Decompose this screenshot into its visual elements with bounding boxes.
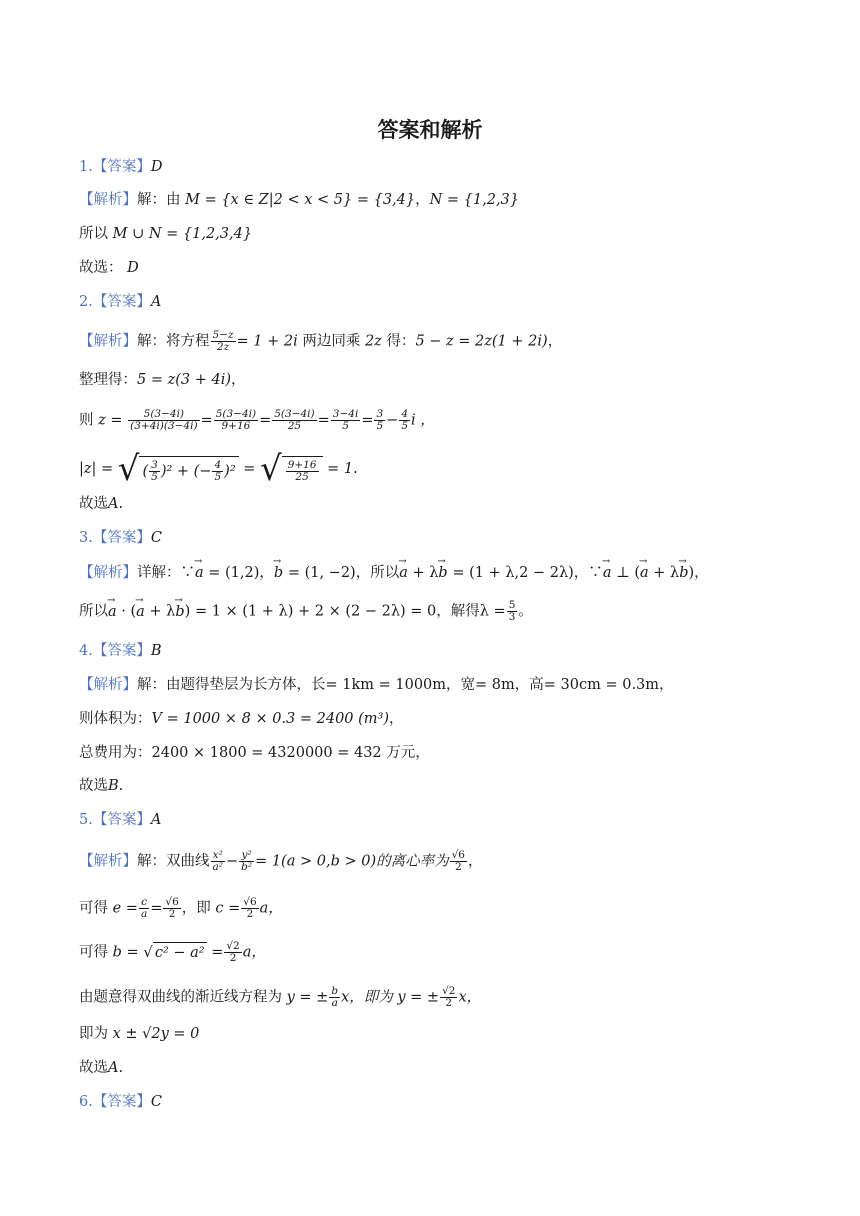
denominator: 2z xyxy=(211,341,236,353)
fraction xyxy=(224,941,241,964)
radicand xyxy=(282,456,323,483)
q4-analysis-line-4 xyxy=(79,776,123,796)
math: = (1 + λ,2 − 2λ)，∵ xyxy=(452,565,603,581)
fraction xyxy=(214,409,258,432)
math: ( xyxy=(142,463,149,479)
q4-analysis-line-1 xyxy=(79,675,674,695)
numerator: y² xyxy=(241,849,252,861)
math: z = xyxy=(98,412,123,429)
numerator: √6 xyxy=(243,896,257,908)
math: x ± √2y = 0 xyxy=(112,1026,200,1042)
math: + λ xyxy=(653,565,680,581)
math: − xyxy=(225,853,239,870)
q2-answer-line xyxy=(79,292,161,312)
q1-answer-line xyxy=(79,157,162,177)
denominator: 25 xyxy=(272,420,316,432)
math: + λ xyxy=(149,603,176,620)
math: x， xyxy=(458,989,482,1006)
math: M = {x ∈ Z|2 < x < 5} = {3,4} xyxy=(185,192,416,208)
text: ， xyxy=(231,372,246,388)
math: 5 − z = 2z(1 + 2i) xyxy=(415,333,548,350)
math: M ∪ N = {1,2,3,4} xyxy=(112,226,253,242)
answer-tag: 【答案】 xyxy=(92,159,151,175)
radicand xyxy=(139,456,238,483)
numerator: 5(3−4i) xyxy=(143,408,185,420)
radicand: c² − a² xyxy=(153,942,207,963)
q3-answer-line xyxy=(79,528,162,548)
math: |z| = xyxy=(79,461,114,477)
numerator: x² xyxy=(212,849,223,861)
vector-b: → b xyxy=(438,563,447,583)
q4-analysis-line-3 xyxy=(79,743,430,763)
denominator: a² xyxy=(212,861,223,873)
math: e = xyxy=(112,900,138,917)
math: y = ± xyxy=(286,989,329,1006)
denominator: a xyxy=(140,908,148,920)
q5-analysis-line-5 xyxy=(79,1024,199,1044)
math: = xyxy=(211,944,224,961)
analysis-tag: 【解析】 xyxy=(79,853,137,870)
q1-analysis-line-2 xyxy=(79,224,252,244)
analysis-tag: 【解析】 xyxy=(79,333,137,350)
fraction xyxy=(450,850,467,873)
text: 故选： xyxy=(79,260,123,276)
answer-tag: 【答案】 xyxy=(92,1094,151,1110)
text: 故选 xyxy=(79,1060,108,1076)
answer-tag: 【答案】 xyxy=(92,530,151,546)
q3-answer: C xyxy=(150,530,162,546)
math: x，即为 xyxy=(341,989,393,1006)
answer-tag: 【答案】 xyxy=(92,294,151,310)
denominator: 2 xyxy=(163,908,180,920)
denominator: 5 xyxy=(376,420,384,432)
q5-analysis-line-3 xyxy=(79,941,266,964)
text: 总费用为：2400 × 1800 = 4320000 = 432 万元， xyxy=(79,745,430,761)
math: A xyxy=(108,496,119,512)
text: 所以 xyxy=(79,226,108,242)
numerator: c xyxy=(141,896,148,908)
text: 则 xyxy=(79,412,94,429)
fraction xyxy=(440,986,457,1009)
denominator: 5 xyxy=(151,470,158,483)
q4-analysis-line-2 xyxy=(79,709,404,729)
denominator: 9+16 xyxy=(214,420,258,432)
denominator: a xyxy=(329,997,340,1009)
math: b = xyxy=(112,944,139,961)
fraction xyxy=(399,409,410,432)
fraction xyxy=(212,460,223,483)
sqrt-icon: √ xyxy=(117,449,140,489)
denominator: 2 xyxy=(241,908,258,920)
q1-answer: D xyxy=(150,159,163,175)
text: . xyxy=(118,1060,124,1076)
math: )² + (− xyxy=(160,463,212,479)
vector-a: → a xyxy=(399,563,408,583)
text: 解：由题得垫层为长方体，长= 1km = 1000m，宽= 8m，高= 30cm = 0.3m， xyxy=(137,677,674,693)
text: 解：双曲线 xyxy=(137,853,210,870)
math: i ， xyxy=(411,412,435,429)
vector-b: → b xyxy=(679,563,688,583)
fraction xyxy=(272,409,316,432)
math: V = 1000 × 8 × 0.3 = 2400 (m³) xyxy=(151,711,390,727)
denominator: 3 xyxy=(508,611,516,623)
q5-analysis-line-1 xyxy=(79,850,482,873)
math: = xyxy=(150,900,163,917)
q3-number: 3. xyxy=(79,530,93,546)
q3-analysis-line-1 xyxy=(79,563,709,583)
denominator: (3+4i)(3−4i) xyxy=(130,420,198,432)
text: 所以 xyxy=(79,603,108,620)
text: ，即 xyxy=(181,900,211,917)
math: = 1. xyxy=(327,461,358,477)
q4-answer: B xyxy=(150,643,162,659)
vector-a: → a xyxy=(640,563,649,583)
vector-a: → a xyxy=(195,563,204,583)
numerator: b xyxy=(331,985,339,997)
text: . xyxy=(118,778,124,794)
text: 可得 xyxy=(79,944,108,961)
fraction xyxy=(211,330,236,353)
vector-a: → a xyxy=(136,602,145,622)
q3-analysis-line-2 xyxy=(79,600,533,623)
math: )， xyxy=(688,565,709,581)
q4-number: 4. xyxy=(79,643,93,659)
text: ， xyxy=(389,711,404,727)
denominator: 2 xyxy=(450,861,467,873)
math: a， xyxy=(259,900,283,917)
fraction xyxy=(211,850,225,873)
q6-answer: C xyxy=(150,1094,162,1110)
math: · ( xyxy=(121,603,137,620)
math: 5 = z(3 + 4i) xyxy=(137,372,232,388)
numerator: √6 xyxy=(451,849,465,861)
numerator: 5(3−4i) xyxy=(274,408,315,420)
vector-b: → b xyxy=(274,563,283,583)
text: 。 xyxy=(518,603,533,620)
fraction xyxy=(128,409,199,432)
numerator: √6 xyxy=(165,896,179,908)
answer-tag: 【答案】 xyxy=(92,812,151,828)
q5-analysis-line-2 xyxy=(79,897,283,920)
q2-number: 2. xyxy=(79,294,93,310)
analysis-tag: 【解析】 xyxy=(79,677,137,693)
numerator: 5 xyxy=(508,599,516,611)
math: = 1(a > 0,b > 0)的离心率为 xyxy=(255,853,449,870)
math: D xyxy=(127,260,139,276)
text: 解：由 xyxy=(137,192,181,208)
vector-a: → a xyxy=(108,602,117,622)
text: 故选 xyxy=(79,778,108,794)
fraction xyxy=(331,409,361,432)
analysis-tag: 【解析】 xyxy=(79,565,137,581)
math: c = xyxy=(215,900,241,917)
denominator: b² xyxy=(241,861,253,873)
math: B xyxy=(108,778,119,794)
math: y = ± xyxy=(397,989,440,1006)
text: 故选 xyxy=(79,496,108,512)
fraction xyxy=(286,460,319,483)
numerator: 3 xyxy=(151,458,158,471)
text: 则体积为： xyxy=(79,711,152,727)
fraction xyxy=(139,897,149,920)
q2-analysis-line-1 xyxy=(79,330,562,353)
text: ， xyxy=(415,192,430,208)
q2-answer: A xyxy=(150,294,162,310)
sqrt-icon: √ xyxy=(260,449,282,489)
denominator: 5 xyxy=(331,420,361,432)
sqrt-icon: √ xyxy=(143,943,153,961)
numerator: 5−z xyxy=(212,329,234,341)
numerator: 5(3−4i) xyxy=(215,408,257,420)
fraction xyxy=(329,986,340,1009)
text: 可得 xyxy=(79,900,108,917)
numerator: √2 xyxy=(226,940,240,952)
denominator: 25 xyxy=(286,471,319,483)
text: 两边同乘 xyxy=(302,333,361,350)
text: 即为 xyxy=(79,1026,108,1042)
math: = (1, −2)，所以 xyxy=(287,565,400,581)
numerator: 3 xyxy=(376,408,384,420)
q2-analysis-line-4 xyxy=(79,449,358,489)
q2-analysis-line-5 xyxy=(79,494,123,514)
fraction xyxy=(241,897,258,920)
math: = 1 + 2i xyxy=(236,333,298,350)
denominator: 5 xyxy=(214,470,222,483)
q1-analysis-line-1 xyxy=(79,190,519,210)
q5-answer: A xyxy=(150,812,162,828)
q5-analysis-line-4 xyxy=(79,986,481,1009)
q5-answer-line xyxy=(79,810,161,830)
math: N = {1,2,3} xyxy=(429,192,520,208)
denominator: 5 xyxy=(401,420,409,432)
numerator: 9+16 xyxy=(287,458,317,471)
text: 详解：∵ xyxy=(137,565,195,581)
denominator: 2 xyxy=(440,997,457,1009)
text: ， xyxy=(467,853,483,870)
fraction xyxy=(374,409,385,432)
fraction xyxy=(163,897,180,920)
math: + λ xyxy=(412,565,439,581)
math: 2z xyxy=(364,333,382,350)
math: ⊥ ( xyxy=(616,565,640,581)
text: . xyxy=(118,496,124,512)
numerator: 4 xyxy=(401,408,409,420)
fraction xyxy=(149,460,160,483)
q6-answer-line xyxy=(79,1092,162,1112)
q1-number: 1. xyxy=(79,159,93,175)
q5-analysis-line-6 xyxy=(79,1058,123,1078)
vector-b: → b xyxy=(175,602,184,622)
answer-tag: 【答案】 xyxy=(92,643,151,659)
text: 由题意得双曲线的渐近线方程为 xyxy=(79,989,282,1006)
math: A xyxy=(108,1060,119,1076)
vector-a: → a xyxy=(603,563,612,583)
sqrt xyxy=(143,942,206,963)
math: = (1,2)， xyxy=(208,565,274,581)
page-title: 答案和解析 xyxy=(377,118,483,142)
fraction xyxy=(507,600,518,623)
numerator: √2 xyxy=(442,985,456,997)
math: a， xyxy=(242,944,266,961)
text: 整理得： xyxy=(79,372,137,388)
q5-number: 5. xyxy=(79,812,93,828)
q2-analysis-line-3: 则 z = $\frac{5(3-4i)}{(3+4i)(3-4i)}$ = $\frac{5(3-4i)}{9+16}$ = $\frac{5(3-4i)}{25}$ = $\frac{3-4i}{5}$ = $\frac{3}{5}$ − $\frac{4}{5}$ i ， xyxy=(79,408,435,432)
text: 解：将方程 xyxy=(137,333,210,350)
q2-analysis-line-2 xyxy=(79,370,246,390)
math: )² xyxy=(224,463,236,479)
denominator: 2 xyxy=(224,952,241,964)
text: 得： xyxy=(386,333,416,350)
analysis-tag: 【解析】 xyxy=(79,192,137,208)
numerator: 3−4i xyxy=(332,408,359,420)
math: ) = 1 × (1 + λ) + 2 × (2 − 2λ) = 0，解得λ = xyxy=(184,603,506,620)
q4-answer-line xyxy=(79,641,162,661)
text: ， xyxy=(547,333,563,350)
q1-analysis-line-3 xyxy=(79,258,139,278)
fraction xyxy=(239,850,254,873)
math: = xyxy=(243,461,256,477)
q6-number: 6. xyxy=(79,1094,93,1110)
numerator: 4 xyxy=(214,458,222,471)
